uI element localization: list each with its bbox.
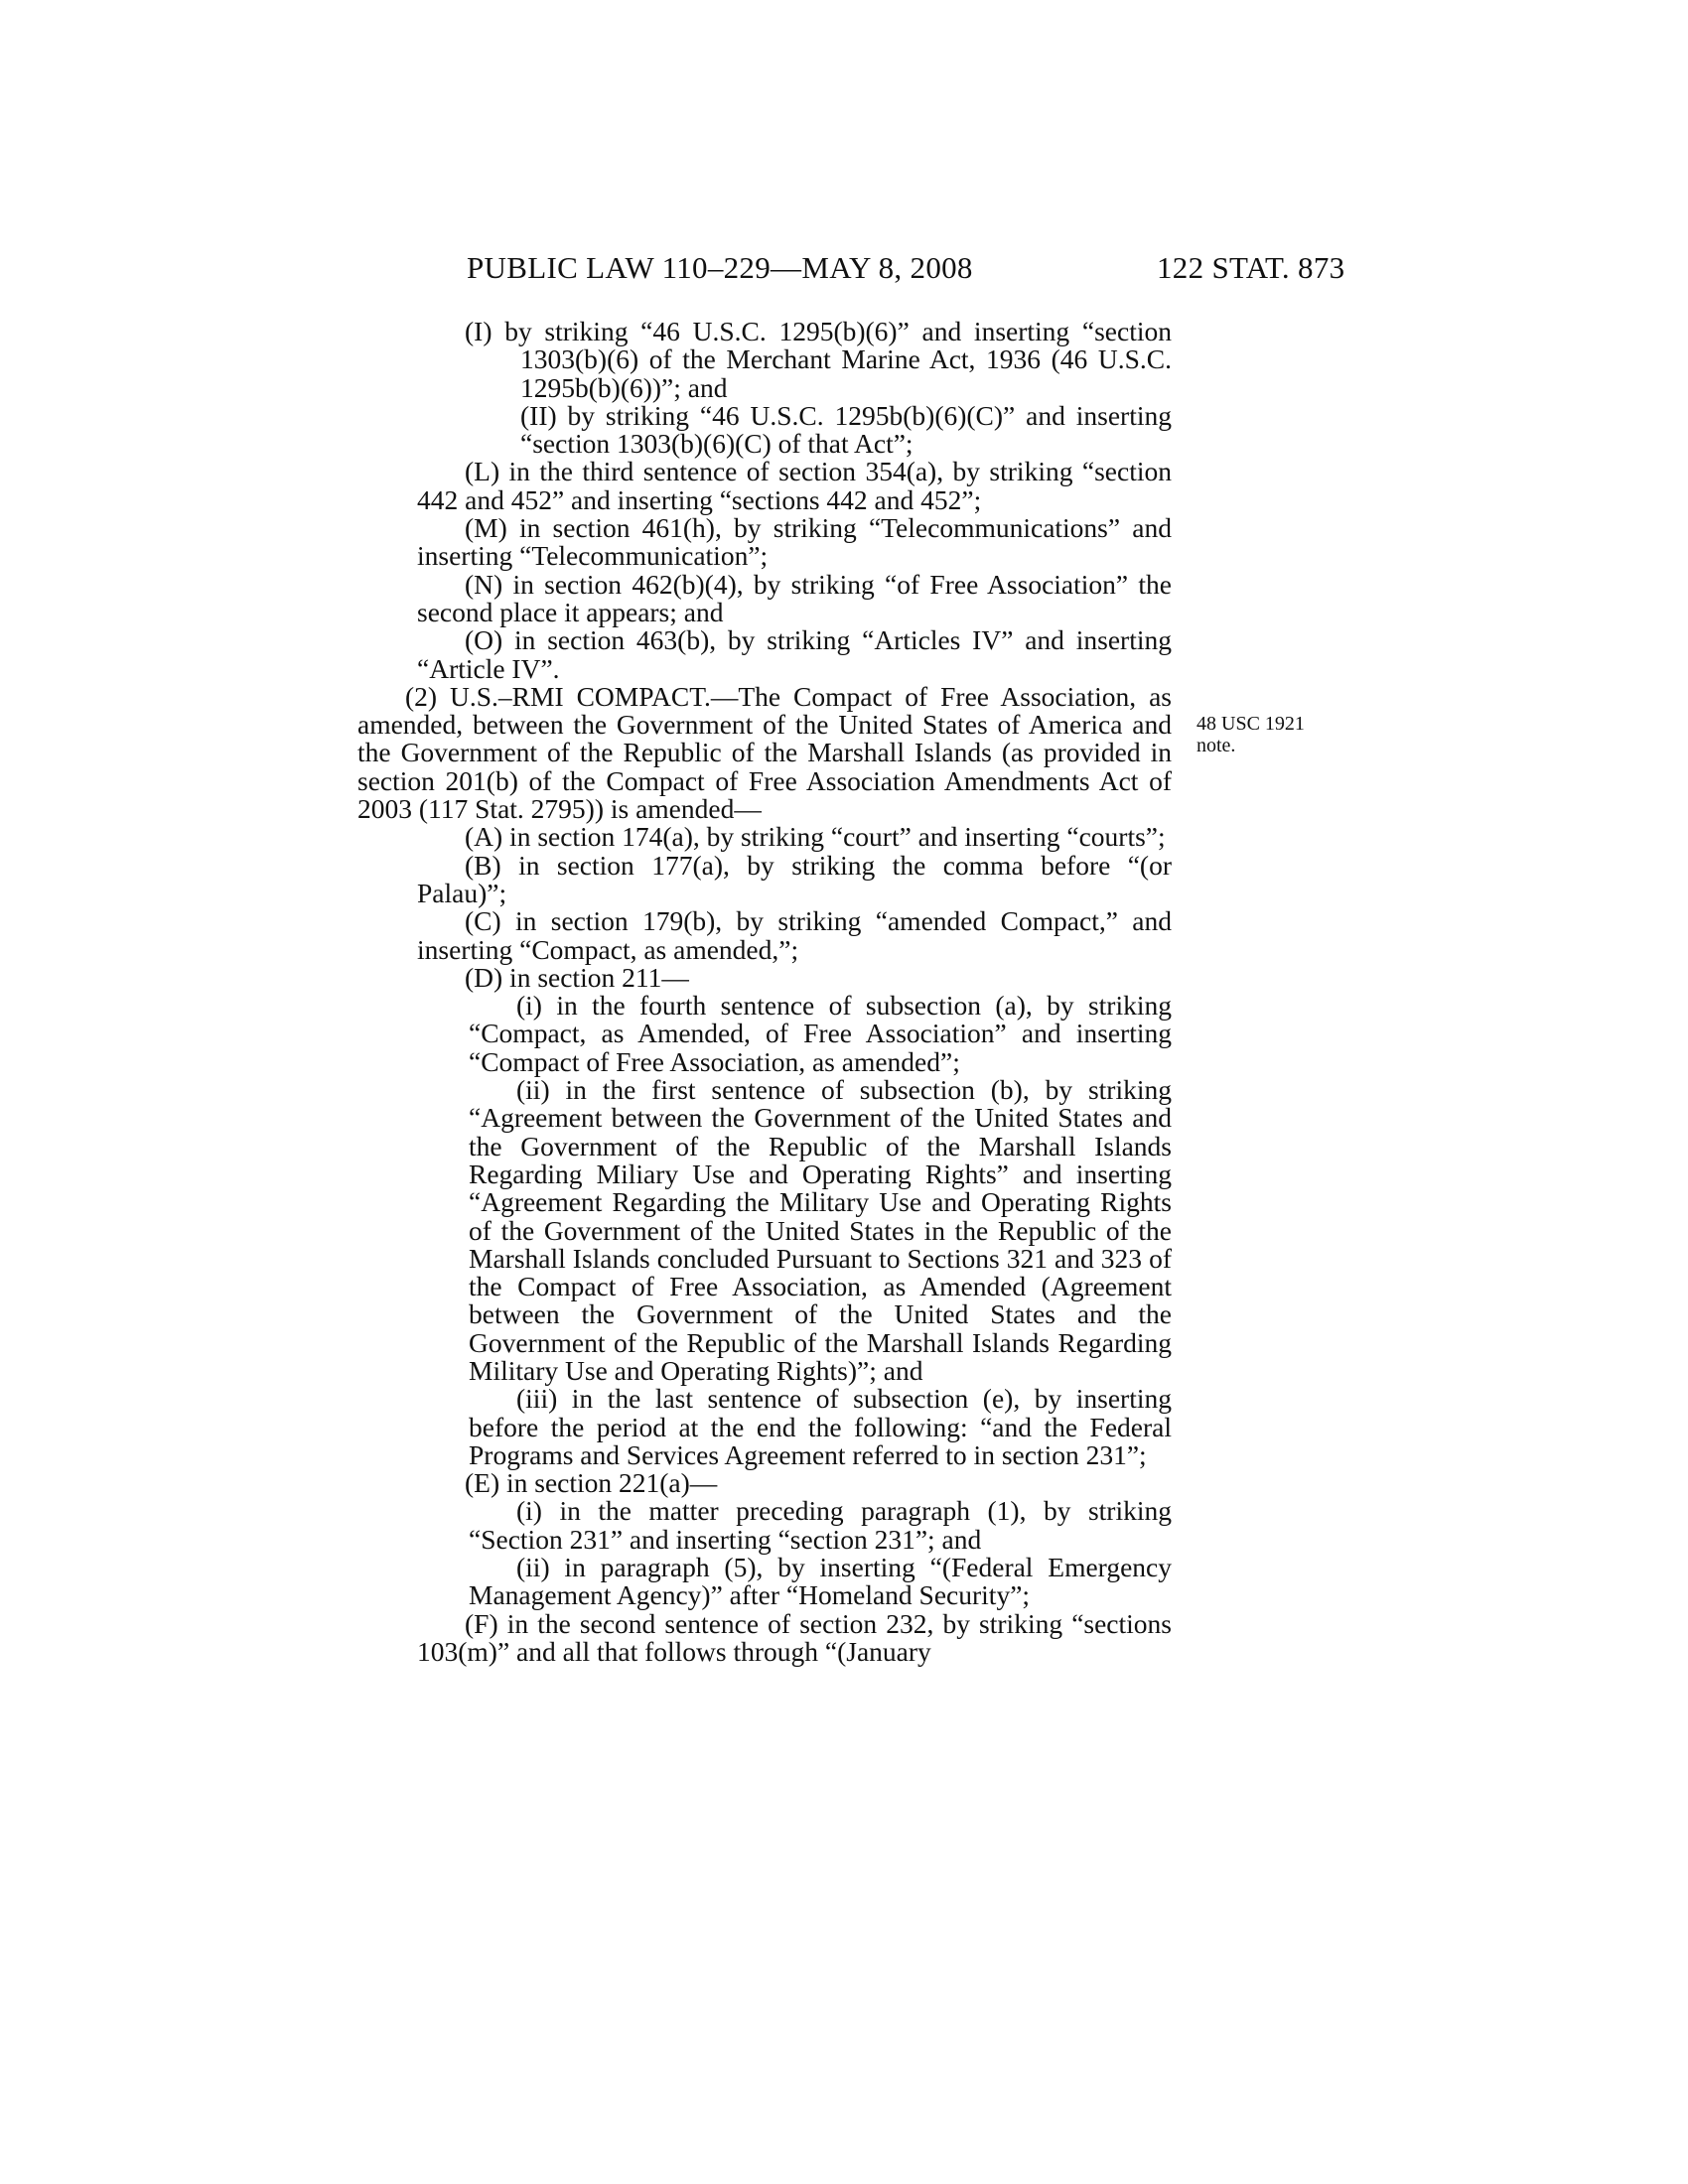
clause-E-i: (i) in the matter preceding paragraph (1), by striking “Section 231” and inserting “section 231”; and <box>469 1495 1172 1555</box>
subpara-M: (M) in section 461(h), by striking “Telecommunications” and inserting “Telecommunication”; <box>417 512 1172 572</box>
subpara-B: (B) in section 177(a), by striking the comma before “(or Palau)”; <box>417 849 1172 908</box>
subpara-L: (L) in the third sentence of section 354(a), by striking “section 442 and 452” and inserting “sections 442 and 452”; <box>417 456 1172 515</box>
subpara-C: (C) in section 179(b), by striking “amended Compact,” and inserting “Compact, as amended,”; <box>417 905 1172 965</box>
clause-D-iii: (iii) in the last sentence of subsection (e), by inserting before the period at the end the following: “and the Federal Programs and Services Agreement referred to in section 231”; <box>469 1383 1172 1470</box>
clause-I: (I) by striking “46 U.S.C. 1295(b)(6)” and inserting “section 1303(b)(6) of the Merchant Marine Act, 1936 (46 U.S.C. 1295b(b)(6))”; and <box>465 316 1172 403</box>
margin-note-line-2: note. <box>1196 735 1236 756</box>
clause-D-ii: (ii) in the first sentence of subsection (b), by striking “Agreement between the Government of the United States and the Government of the Republic of the Marshall Islands Regarding Miliary Use and Operating Rights” and inserting “Agreement Regarding the Military Use and Operating Rights of the Government of the United States in the Republic of the Marshall Islands concluded Pursuant to Sections 321 and 323 of the Compact of Free Association, as Amended (Agreement between the Government of the United States and the Government of the Republic of the Marshall Islands Regarding Military Use and Operating Rights)”; and <box>469 1074 1172 1386</box>
clause-D-i: (i) in the fourth sentence of subsection (a), by striking “Compact, as Amended, of Free Association” and inserting “Compact of Free Association, as amended”; <box>469 990 1172 1077</box>
margin-note <box>1196 713 1305 756</box>
paragraph-2-us-rmi-compact: (2) U.S.–RMI COMPACT.—The Compact of Free Association, as amended, between the Government of the United States of America and the Government of the Republic of the Marshall Islands (as provided in section 201(b) of the Compact of Free Association Amendments Act of 2003 (117 Stat. 2795)) is amended— <box>357 680 1172 825</box>
subpara-F: (F) in the second sentence of section 232, by striking “sections 103(m)” and all that follows through “(January <box>417 1607 1172 1667</box>
margin-note-line-1: 48 USC 1921 <box>1196 713 1305 735</box>
subpara-A: (A) in section 174(a), by striking “court” and inserting “courts”; <box>465 821 1166 853</box>
subpara-E: (E) in section 221(a)— <box>465 1467 718 1499</box>
document-body <box>357 318 1172 1666</box>
running-header-title: PUBLIC LAW 110–229—MAY 8, 2008 <box>467 250 973 285</box>
subpara-N: (N) in section 462(b)(4), by striking “of Free Association” the second place it appears; and <box>417 568 1172 627</box>
subpara-O: (O) in section 463(b), by striking “Articles IV” and inserting “Article IV”. <box>417 624 1172 684</box>
clause-II: (II) by striking “46 U.S.C. 1295b(b)(6)(C)” and inserting “section 1303(b)(6)(C) of that Act”; <box>520 399 1172 460</box>
clause-E-ii: (ii) in paragraph (5), by inserting “(Federal Emergency Management Agency)” after “Homeland Security”; <box>469 1552 1172 1611</box>
subpara-D: (D) in section 211— <box>465 961 689 993</box>
page-stat-number: 122 STAT. 873 <box>1157 250 1345 285</box>
